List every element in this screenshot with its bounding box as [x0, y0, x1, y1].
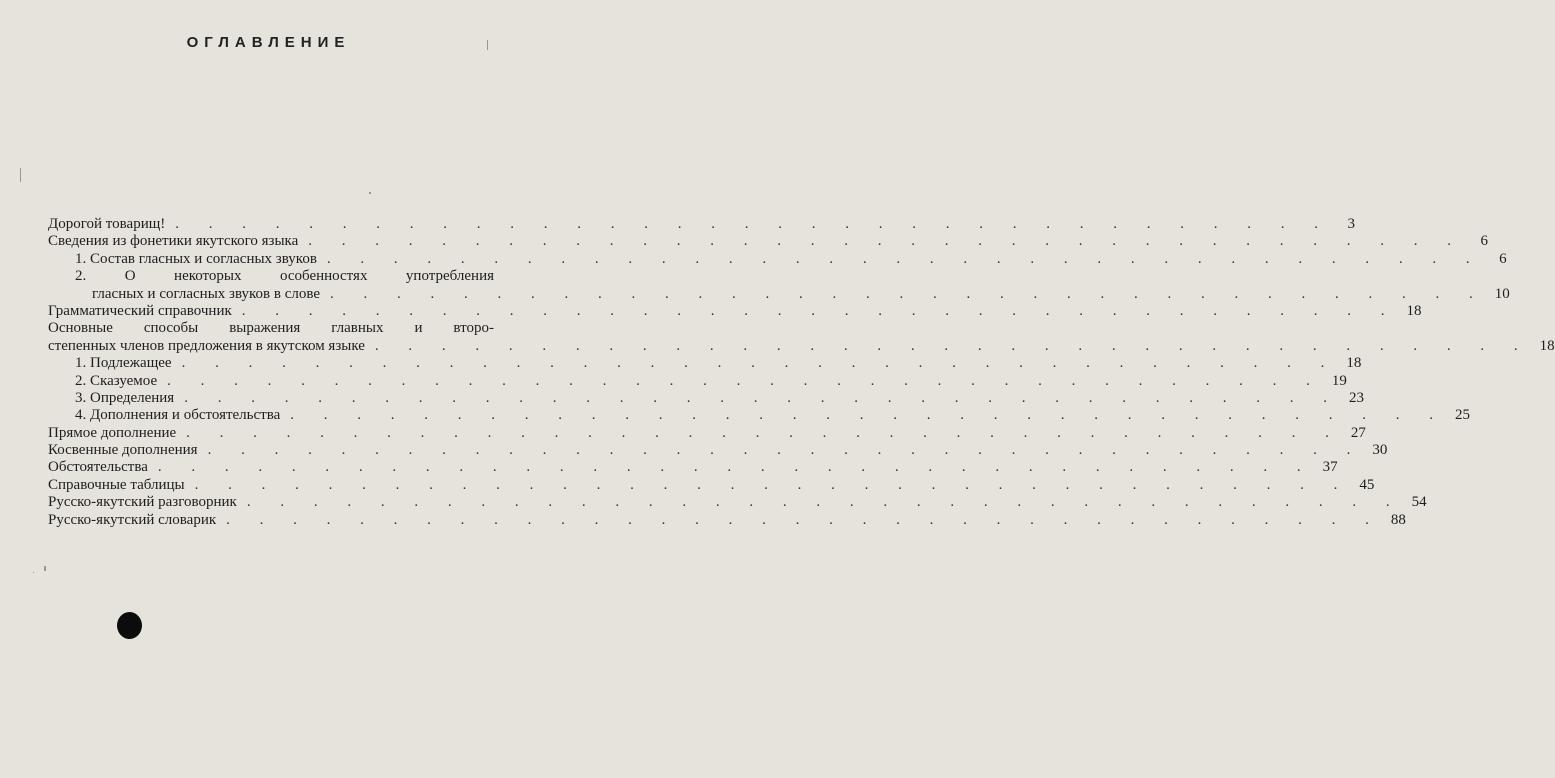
toc-entry-title: Косвенные дополнения: [48, 442, 198, 459]
dot-leader: . . . . . . . . . . . . . . . . . . . . . . . . . . . . . . . . . . .: [207, 442, 1364, 459]
toc-entry-title: 2. О некоторых особенностях употребления: [75, 268, 494, 285]
toc-entry: [48, 494, 1427, 511]
dot-leader: . . . . . . . . . . . . . . . . . . . . . . . . . . . . . . . . . . .: [194, 476, 1351, 493]
toc-entry: [48, 337, 1555, 355]
toc-entry: [48, 302, 1422, 320]
dot-leader: . . . . . . . . . . . . . . . . . . . . . . . . . . . . . . . . . . .: [241, 302, 1398, 319]
toc-entry-title: Грамматический справочник: [48, 302, 232, 319]
dot-leader: . . . . . . . . . . . . . . . . . . . . . . . . . . . . . . . . . . .: [167, 372, 1323, 389]
toc-page-number: 18: [1406, 302, 1422, 319]
dot-leader: . . . . . . . . . . . . . . . . . . . . . . . . . . . . . . . . . . .: [374, 337, 1531, 354]
paper-speck: [20, 168, 21, 182]
toc-entry-title: Обстоятельства: [48, 459, 148, 476]
dot-leader: . . . . . . . . . . . . . . . . . . . . . . . . . . . . . . . . . . .: [181, 355, 1338, 372]
toc-page-number: 25: [1455, 407, 1471, 424]
toc-page-number: 23: [1348, 389, 1364, 406]
dot-leader: . . . . . . . . . . . . . . . . . . . . . . . . . . . . . . . . . . .: [326, 250, 1483, 267]
toc-page-number: 6: [1480, 233, 1489, 250]
toc-entry: [48, 407, 1471, 424]
toc-entry: [48, 476, 1375, 494]
toc-page-number: 45: [1359, 476, 1375, 493]
toc-entry-title: Сведения из фонетики якутского языка: [48, 233, 299, 250]
paper-speck: [487, 40, 488, 50]
toc-entry-title: гласных и согласных звуков в слове: [92, 285, 321, 302]
dot-leader: . . . . . . . . . . . . . . . . . . . . . . . . . . . . . . . . . . .: [157, 459, 1314, 476]
toc-entry-title: 1. Состав гласных и согласных звуков: [75, 250, 317, 267]
toc-page-number: 10: [1494, 285, 1510, 302]
toc-page-number: 30: [1372, 442, 1388, 459]
toc-entry: [48, 389, 1364, 407]
toc-page-number: 6: [1499, 250, 1507, 267]
toc-page-number: 18: [1539, 337, 1555, 354]
table-of-contents: [48, 216, 1555, 529]
toc-page-number: 54: [1411, 494, 1427, 511]
toc-page-number: 18: [1346, 355, 1362, 372]
toc-entry-title: Дорогой товарищ!: [48, 216, 166, 232]
toc-entry: [48, 250, 1507, 268]
toc-entry-title: 1. Подлежащее: [75, 355, 172, 372]
paper-speck: [369, 192, 371, 194]
toc-page-number: 37: [1322, 459, 1338, 476]
toc-entry: [48, 233, 1489, 250]
toc-entry: [48, 355, 1362, 372]
toc-entry-title: 2. Сказуемое: [75, 372, 158, 389]
ink-blot: [117, 612, 142, 639]
dot-leader: . . . . . . . . . . . . . . . . . . . . . . . . . . . . . . . . . . .: [308, 233, 1465, 250]
toc-entry: [48, 268, 494, 285]
toc-entry-title: 4. Дополнения и обстоятельства: [75, 407, 281, 424]
paper-speck: [44, 566, 46, 571]
toc-entry: [48, 511, 1406, 529]
toc-entry-title: Русско-якутский словарик: [48, 511, 217, 528]
toc-page-number: 27: [1350, 424, 1366, 441]
toc-entry-title: Прямое дополнение: [48, 424, 177, 441]
toc-page-number: 88: [1390, 511, 1406, 528]
toc-entry-title: Основные способы выражения главных и второ-: [48, 320, 494, 337]
dot-leader: . . . . . . . . . . . . . . . . . . . . . . . . . . . . . . . . . . .: [184, 389, 1340, 406]
toc-page-number: 19: [1331, 372, 1347, 389]
toc-entry-title: Справочные таблицы: [48, 476, 185, 493]
page-title: ОГЛАВЛЕНИЕ: [186, 34, 351, 51]
toc-entry: [48, 459, 1338, 476]
toc-entry: [48, 285, 1510, 303]
dot-leader: . . . . . . . . . . . . . . . . . . . . . . . . . . . . . . . . . . .: [186, 424, 1342, 441]
dot-leader: . . . . . . . . . . . . . . . . . . . . . . . . . . . . . . . . . . .: [330, 285, 1486, 302]
dot-leader: . . . . . . . . . . . . . . . . . . . . . . . . . . . . . . . . . . .: [175, 216, 1332, 232]
dot-leader: . . . . . . . . . . . . . . . . . . . . . . . . . . . . . . . . . . .: [226, 511, 1382, 528]
toc-entry-title: 3. Определения: [75, 389, 175, 406]
paper-speck: [33, 572, 34, 573]
dot-leader: . . . . . . . . . . . . . . . . . . . . . . . . . . . . . . . . . . .: [246, 494, 1403, 511]
toc-entry: [48, 424, 1366, 442]
toc-entry: [48, 320, 494, 337]
toc-entry: [48, 442, 1388, 459]
toc-entry-title: степенных членов предложения в якутском языке: [48, 337, 365, 354]
toc-entry: [48, 372, 1347, 390]
toc-entry: [48, 216, 1356, 233]
toc-entry-title: Русско-якутский разговорник: [48, 494, 237, 511]
dot-leader: . . . . . . . . . . . . . . . . . . . . . . . . . . . . . . . . . . .: [290, 407, 1447, 424]
toc-page-number: 3: [1347, 216, 1356, 232]
